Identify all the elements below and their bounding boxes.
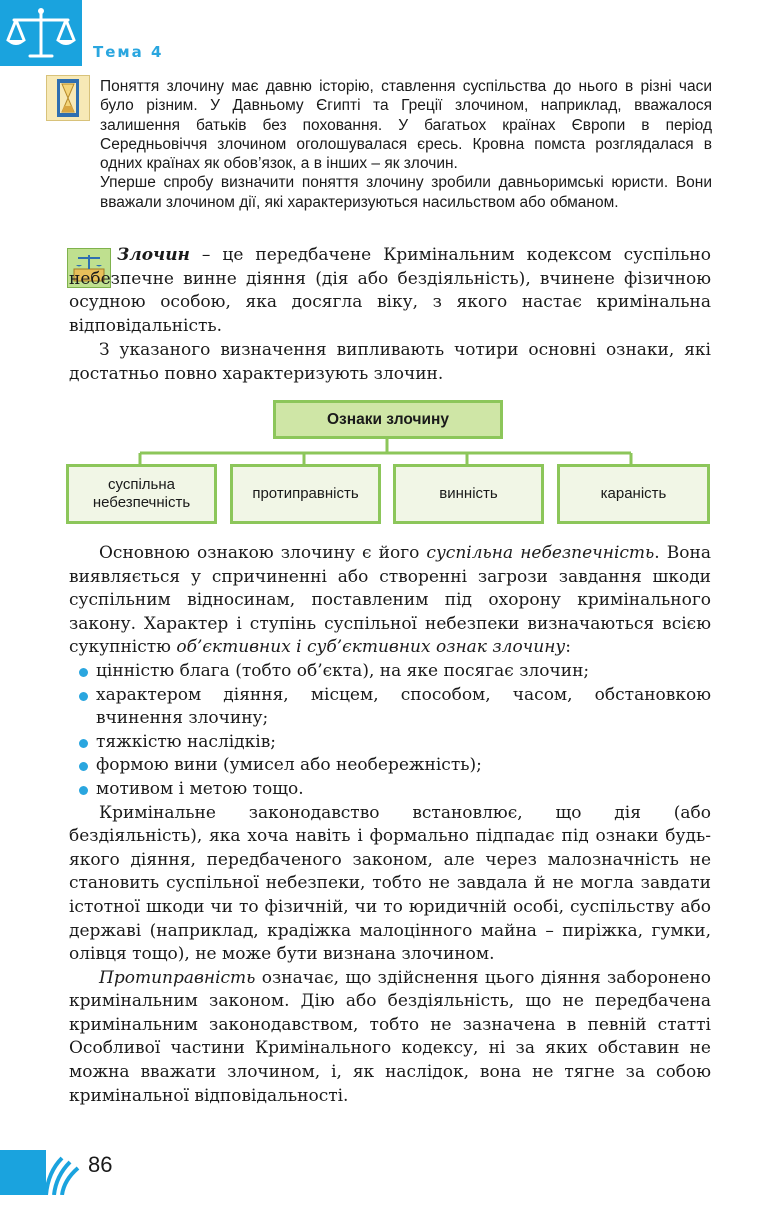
history-note	[100, 77, 712, 212]
list-item	[69, 731, 711, 755]
list-item-text: мотивом і метою тощо.	[96, 778, 304, 799]
diagram-item-social-danger: суспільна небезпечність	[66, 464, 217, 524]
hourglass-icon	[46, 75, 90, 121]
diagram-item-unlawfulness: протиправність	[230, 464, 381, 524]
diagram-item-punishability: караність	[557, 464, 710, 524]
scales-icon	[0, 0, 82, 66]
topic-label: Тема 4	[93, 43, 164, 61]
history-paragraph-2: Уперше спробу визначити поняття злочину зробили давньоримські юристи. Вони вважали злочином дії, які характеризуються насильством або обманом.	[100, 174, 712, 211]
danger-text-c: . Вона виявляється у спричиненні або створенні загрози завдання шкоди суспільним відносинам, поставленим під охорону кримінального закону. Характер і ступінь суспільної небезпеки визначаються всією сукупністю	[69, 543, 711, 658]
waves-icon	[0, 1150, 82, 1195]
definition-term: Злочин	[117, 245, 190, 265]
bullet-icon	[79, 692, 88, 701]
intro-paragraph: З указаного визначення випливають чотири основні ознаки, які достатньо повно характеризують злочин.	[69, 340, 711, 384]
danger-paragraph	[69, 542, 711, 660]
bullet-icon	[79, 668, 88, 677]
diagram-title-box: Ознаки злочину	[273, 400, 503, 439]
bullet-icon	[79, 739, 88, 748]
danger-text-a: Основною ознакою злочину є його	[99, 543, 427, 563]
list-item	[69, 754, 711, 778]
list-item	[69, 778, 711, 802]
danger-features-term: об’єктивних і суб’єктивних ознак злочину	[176, 637, 566, 658]
list-item-text: тяжкістю наслідків;	[96, 731, 277, 752]
scales-logo	[0, 0, 82, 66]
definition-text: – це передбачене Кримінальним кодексом суспільно небезпечне винне діяння (дія або бездіяльність), вчинене фізичною осудною особою, яка досягла віку, з якого настає кримінальна відповідальність.	[69, 245, 711, 336]
bullet-icon	[79, 762, 88, 771]
unlawfulness-term: Протиправність	[99, 967, 256, 988]
definition-paragraph	[69, 244, 711, 338]
unlawfulness-paragraph	[69, 967, 711, 1109]
main-text	[69, 542, 711, 1108]
unlawfulness-text: означає, що здійснення цього діяння заборонено кримінальним законом. Дію або бездіяльність, що не передбачена кримінальним законодавством, тобто не зазначена в певній статті Особливої частини Кримінального кодексу, ні за яких обставин не можна вважати злочином, і, як наслідок, вона не тягне за собою кримінальної відповідальності.	[69, 967, 711, 1106]
features-diagram	[66, 400, 712, 526]
danger-term: суспільна небезпечність	[426, 543, 655, 563]
list-item	[69, 660, 711, 684]
danger-text-e: :	[565, 637, 571, 658]
bullet-icon	[79, 786, 88, 795]
law-paragraph: Кримінальне законодавство встановлює, що дія (або бездіяльність), яка хоча навіть і формально підпадає під ознаки будь-якого діяння, передбаченого законом, але через малозначність не становить суспільної небезпеки, тобто не завдала й не могла завдати істотної шкоди чи то фізичній, чи то юридичній особі, суспільству або державі (наприклад, крадіжка малоцінного майна – пиріжка, гумки, олівця тощо), не може бути визнана злочином.	[69, 802, 711, 965]
list-item-text: характером діяння, місцем, способом, часом, обстановкою вчинення злочину;	[96, 684, 711, 729]
list-item	[69, 684, 711, 731]
page-number: 86	[88, 1152, 113, 1177]
danger-criteria-list	[69, 660, 711, 802]
definition-block	[69, 244, 711, 387]
list-item-text: цінністю блага (тобто об’єкта), на яке посягає злочин;	[96, 660, 590, 681]
list-item-text: формою вини (умисел або необережність);	[96, 755, 482, 776]
footer-waves	[0, 1150, 82, 1195]
history-paragraph-1: Поняття злочину має давню історію, ставлення суспільства до нього в різні часи було різним. У Давньому Єгипті та Греції злочином, наприклад, вважалося залишення батьків без поховання. У багатьох країнах Європи в період Середньовіччя злочином оголошувалася єресь. Кровна помста розглядалася в одних країнах як обов’язок, а в інших – як злочин.	[100, 78, 712, 173]
diagram-item-guilt: винність	[393, 464, 544, 524]
